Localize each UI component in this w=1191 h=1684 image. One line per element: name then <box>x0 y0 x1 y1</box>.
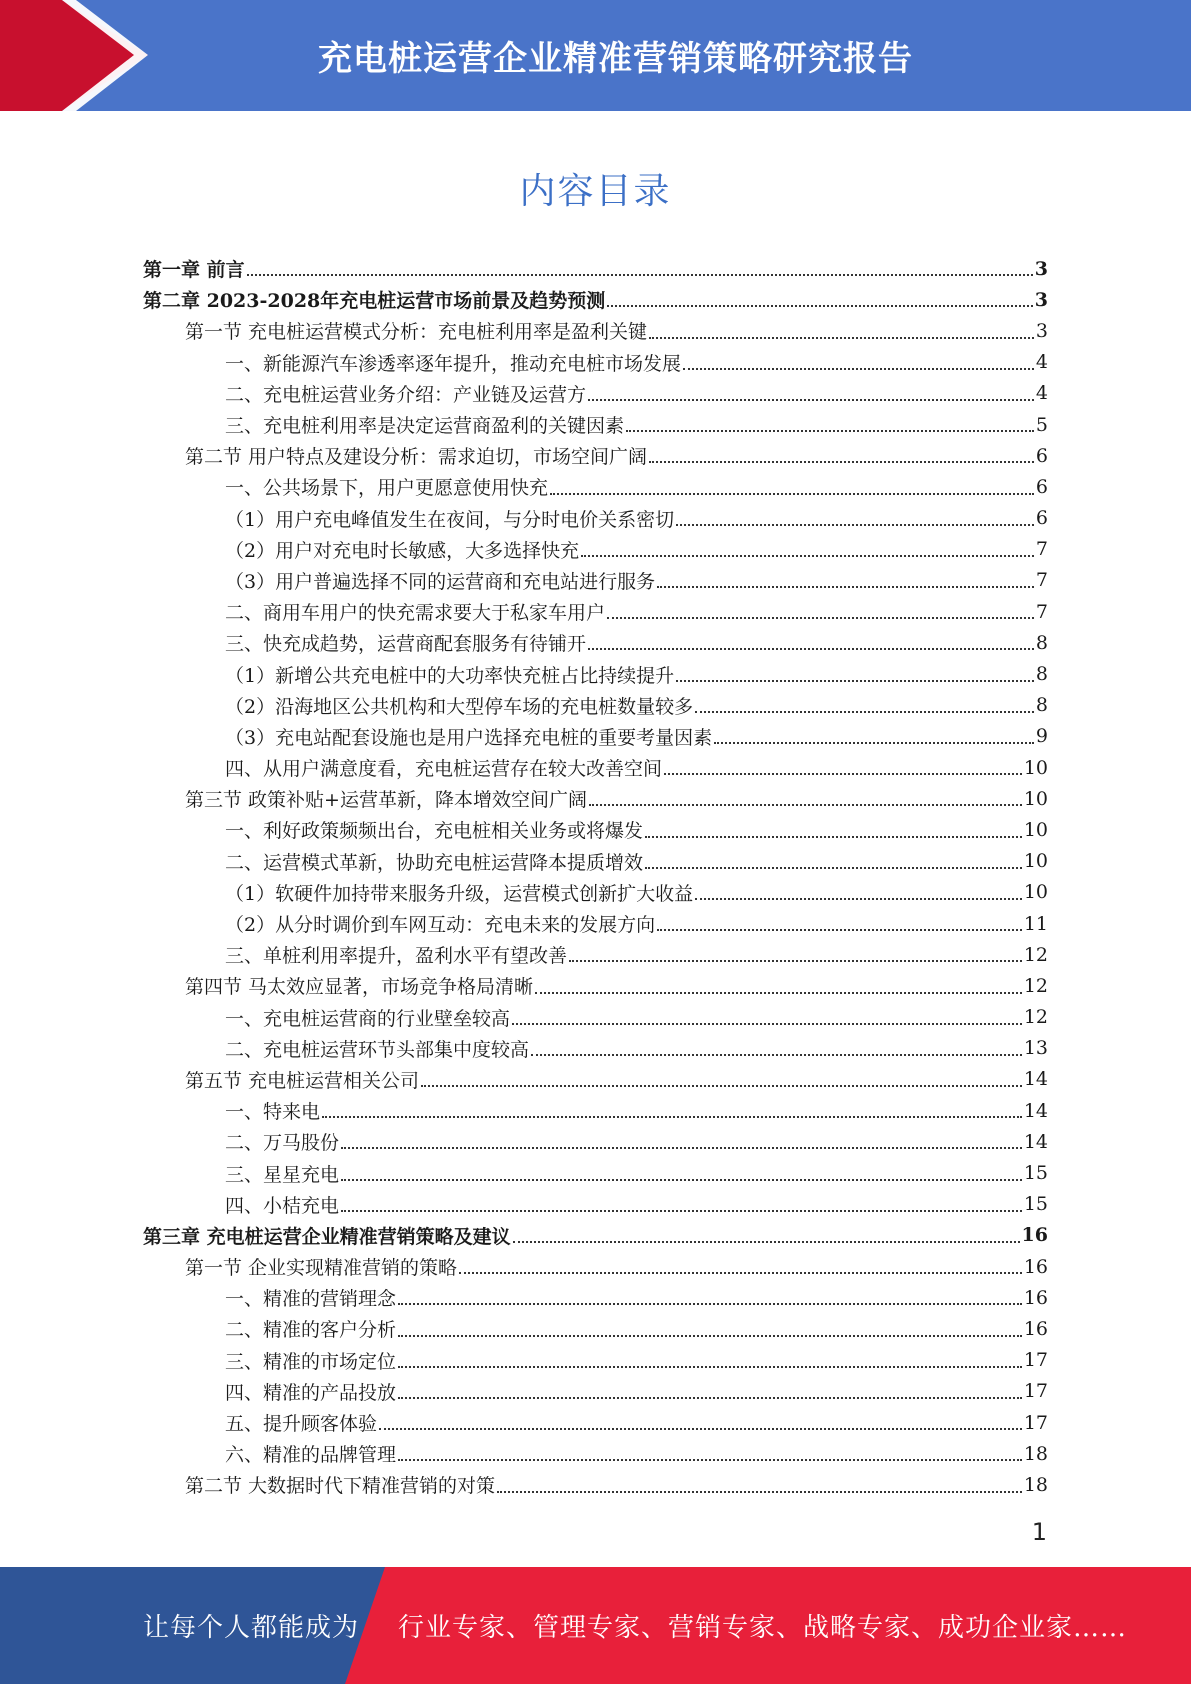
toc-leader-dots <box>341 1178 1022 1181</box>
toc-entry-label: 第一章 前言 <box>143 259 245 282</box>
toc-entry-label: 二、商用车用户的快充需求要大于私家车用户 <box>225 602 606 625</box>
toc-leader-dots <box>664 772 1022 775</box>
toc-entry[interactable] <box>143 1095 1048 1126</box>
toc-leader-dots <box>649 336 1034 339</box>
toc-entry[interactable] <box>143 596 1048 627</box>
toc-entry[interactable] <box>143 1220 1048 1251</box>
toc-entry-page: 17 <box>1023 1411 1048 1434</box>
toc-entry-label: 四、小桔充电 <box>225 1194 340 1217</box>
toc-entry-page: 10 <box>1023 756 1048 779</box>
toc-entry-label: 一、精准的营销理念 <box>225 1288 397 1311</box>
toc-leader-dots <box>649 460 1034 463</box>
toc-entry[interactable] <box>143 503 1048 534</box>
toc-entry-page: 14 <box>1023 1068 1048 1091</box>
toc-heading: 内容目录 <box>519 171 672 212</box>
toc-leader-dots <box>379 1427 1022 1430</box>
toc-leader-dots <box>459 1271 1022 1274</box>
toc-entry-page: 10 <box>1023 818 1048 841</box>
toc-entry[interactable] <box>143 877 1048 908</box>
toc-entry-page: 7 <box>1035 569 1048 592</box>
toc-entry[interactable] <box>143 1313 1048 1344</box>
toc-entry-page: 14 <box>1023 1130 1048 1153</box>
toc-entry-label: 第一节 企业实现精准营销的策略 <box>185 1257 458 1280</box>
toc-entry-page: 16 <box>1023 1255 1048 1278</box>
toc-entry-label: 六、精准的品牌管理 <box>225 1444 397 1467</box>
toc-entry-page: 8 <box>1035 663 1048 686</box>
toc-entry-page: 3 <box>1034 257 1048 280</box>
toc-entry[interactable] <box>143 658 1048 689</box>
toc-entry-page: 7 <box>1035 600 1048 623</box>
toc-entry-label: （1）软硬件加持带来服务升级，运营模式创新扩大收益 <box>225 882 694 905</box>
toc-leader-dots <box>398 1396 1022 1399</box>
toc-entry-page: 17 <box>1023 1380 1048 1403</box>
toc-entry-page: 15 <box>1023 1162 1048 1185</box>
toc-entry[interactable] <box>143 690 1048 721</box>
toc-entry-page: 16 <box>1023 1317 1048 1340</box>
toc-leader-dots <box>683 367 1034 370</box>
toc-entry-page: 9 <box>1035 725 1048 748</box>
toc-leader-dots <box>607 616 1034 619</box>
toc-entry-page: 6 <box>1035 444 1048 467</box>
toc-entry[interactable] <box>143 378 1048 409</box>
toc-entry[interactable] <box>143 471 1048 502</box>
toc-entry[interactable] <box>143 347 1048 378</box>
toc-entry-page: 12 <box>1023 974 1048 997</box>
toc-entry[interactable] <box>143 315 1048 346</box>
toc-leader-dots <box>497 1490 1022 1493</box>
toc-leader-dots <box>513 1240 1020 1243</box>
table-of-contents <box>143 253 1048 1501</box>
toc-entry[interactable] <box>143 1438 1048 1469</box>
toc-leader-dots <box>341 1146 1022 1149</box>
toc-entry-label: 第三节 政策补贴+运营革新，降本增效空间广阔 <box>185 789 587 812</box>
toc-entry-label: 三、精准的市场定位 <box>225 1350 397 1373</box>
toc-entry[interactable] <box>143 1064 1048 1095</box>
toc-entry-page: 15 <box>1023 1193 1048 1216</box>
toc-leader-dots <box>398 1302 1022 1305</box>
toc-entry-label: （3）充电站配套设施也是用户选择充电桩的重要考量因素 <box>225 726 713 749</box>
toc-entry-label: 四、精准的产品投放 <box>225 1381 397 1404</box>
toc-entry-label: 第三章 充电桩运营企业精准营销策略及建议 <box>143 1225 511 1248</box>
toc-entry-page: 10 <box>1023 787 1048 810</box>
toc-entry-page: 4 <box>1035 382 1048 405</box>
toc-entry-page: 5 <box>1035 413 1048 436</box>
toc-entry-label: （3）用户普遍选择不同的运营商和充电站进行服务 <box>225 570 656 593</box>
toc-entry[interactable] <box>143 814 1048 845</box>
toc-entry-page: 18 <box>1023 1473 1048 1496</box>
toc-entry-label: （1）用户充电峰值发生在夜间，与分时电价关系密切 <box>225 508 675 531</box>
toc-leader-dots <box>247 273 1033 276</box>
toc-entry[interactable] <box>143 1376 1048 1407</box>
toc-leader-dots <box>657 585 1034 588</box>
footer-slogan-left: 让每个人都能成为 <box>143 1613 360 1643</box>
toc-entry[interactable] <box>143 752 1048 783</box>
toc-leader-dots <box>512 1022 1022 1025</box>
toc-entry[interactable] <box>143 908 1048 939</box>
toc-entry-label: 第四节 马太效应显著，市场竞争格局清晰 <box>185 976 534 999</box>
toc-entry[interactable] <box>143 1002 1048 1033</box>
toc-entry-label: 二、充电桩运营业务介绍：产业链及运营方 <box>225 383 587 406</box>
toc-entry[interactable] <box>143 1251 1048 1282</box>
toc-entry[interactable] <box>143 1126 1048 1157</box>
toc-leader-dots <box>588 398 1034 401</box>
toc-entry[interactable] <box>143 970 1048 1001</box>
toc-entry[interactable] <box>143 534 1048 565</box>
toc-leader-dots <box>341 1209 1022 1212</box>
footer-banner <box>0 1567 1191 1684</box>
toc-leader-dots <box>676 679 1034 682</box>
toc-entry-label: 四、从用户满意度看，充电桩运营存在较大改善空间 <box>225 758 663 781</box>
toc-entry-page: 8 <box>1035 631 1048 654</box>
toc-leader-dots <box>535 991 1022 994</box>
toc-entry-page: 7 <box>1035 538 1048 561</box>
toc-entry[interactable] <box>143 939 1048 970</box>
toc-entry-page: 11 <box>1023 912 1048 935</box>
toc-entry-label: 二、充电桩运营环节头部集中度较高 <box>225 1038 530 1061</box>
toc-entry-page: 14 <box>1023 1099 1048 1122</box>
toc-leader-dots <box>676 523 1034 526</box>
toc-entry[interactable] <box>143 1033 1048 1064</box>
toc-entry-page: 12 <box>1023 943 1048 966</box>
toc-entry-label: 二、万马股份 <box>225 1132 340 1155</box>
toc-leader-dots <box>588 647 1034 650</box>
toc-entry-label: 第二节 用户特点及建设分析：需求迫切，市场空间广阔 <box>185 446 648 469</box>
report-title: 充电桩运营企业精准营销策略研究报告 <box>318 39 913 79</box>
toc-entry-label: 一、新能源汽车渗透率逐年提升，推动充电桩市场发展 <box>225 352 682 375</box>
toc-leader-dots <box>695 897 1022 900</box>
toc-entry-label: 三、充电桩利用率是决定运营商盈利的关键因素 <box>225 415 625 438</box>
toc-entry[interactable] <box>143 1469 1048 1500</box>
toc-entry[interactable] <box>143 284 1048 315</box>
toc-entry-label: 一、充电桩运营商的行业壁垒较高 <box>225 1007 511 1030</box>
toc-entry-page: 17 <box>1023 1349 1048 1372</box>
toc-entry-label: 一、利好政策频频出台，充电桩相关业务或将爆发 <box>225 820 644 843</box>
toc-leader-dots <box>581 554 1034 557</box>
toc-entry-page: 6 <box>1035 475 1048 498</box>
toc-entry-label: （1）新增公共充电桩中的大功率快充桩占比持续提升 <box>225 664 675 687</box>
toc-leader-dots <box>531 1053 1022 1056</box>
toc-entry[interactable] <box>143 783 1048 814</box>
toc-entry-label: 三、星星充电 <box>225 1163 340 1186</box>
toc-leader-dots <box>322 1115 1022 1118</box>
toc-leader-dots <box>398 1334 1022 1337</box>
toc-entry-label: （2）用户对充电时长敏感，大多选择快充 <box>225 539 580 562</box>
toc-leader-dots <box>714 741 1034 744</box>
red-arrow-decoration <box>0 0 150 111</box>
toc-entry-page: 13 <box>1023 1037 1048 1060</box>
toc-entry-page: 6 <box>1035 507 1048 530</box>
toc-leader-dots <box>398 1365 1022 1368</box>
toc-entry-page: 18 <box>1023 1442 1048 1465</box>
toc-leader-dots <box>657 928 1022 931</box>
toc-entry[interactable] <box>143 253 1048 284</box>
toc-entry[interactable] <box>143 1157 1048 1188</box>
toc-entry-label: 第二节 大数据时代下精准营销的对策 <box>185 1475 496 1498</box>
toc-leader-dots <box>421 1084 1022 1087</box>
toc-leader-dots <box>645 835 1022 838</box>
toc-entry[interactable] <box>143 627 1048 658</box>
toc-entry[interactable] <box>143 440 1048 471</box>
toc-entry-label: 三、单桩利用率提升，盈利水平有望改善 <box>225 945 568 968</box>
toc-entry[interactable] <box>143 1189 1048 1220</box>
toc-entry-page: 4 <box>1035 351 1048 374</box>
toc-entry-label: 三、快充成趋势，运营商配套服务有待铺开 <box>225 633 587 656</box>
toc-entry[interactable] <box>143 409 1048 440</box>
header-banner <box>0 0 1191 111</box>
toc-entry-page: 3 <box>1034 288 1048 311</box>
toc-entry-label: 一、公共场景下，用户更愿意使用快充 <box>225 477 549 500</box>
toc-leader-dots <box>550 492 1034 495</box>
toc-entry-label: （2）从分时调价到车网互动：充电未来的发展方向 <box>225 914 656 937</box>
toc-leader-dots <box>645 866 1022 869</box>
toc-entry[interactable] <box>143 721 1048 752</box>
toc-entry-label: 二、运营模式革新，协助充电桩运营降本提质增效 <box>225 851 644 874</box>
toc-leader-dots <box>589 803 1022 806</box>
toc-entry-label: 第二章 2023-2028年充电桩运营市场前景及趋势预测 <box>143 290 606 313</box>
toc-entry-page: 12 <box>1023 1006 1048 1029</box>
toc-entry-label: （2）沿海地区公共机构和大型停车场的充电桩数量较多 <box>225 695 694 718</box>
toc-entry-page: 8 <box>1035 694 1048 717</box>
toc-entry-label: 五、提升顾客体验 <box>225 1413 378 1436</box>
toc-entry[interactable] <box>143 846 1048 877</box>
toc-leader-dots <box>626 429 1034 432</box>
toc-entry-page: 16 <box>1023 1286 1048 1309</box>
page-number: 1 <box>1031 1518 1047 1546</box>
footer-slogan-right: 行业专家、管理专家、营销专家、战略专家、成功企业家…… <box>398 1613 1128 1643</box>
toc-entry-page: 10 <box>1023 881 1048 904</box>
toc-leader-dots <box>569 959 1022 962</box>
toc-leader-dots <box>398 1458 1022 1461</box>
toc-entry-page: 16 <box>1021 1224 1048 1247</box>
toc-entry[interactable] <box>143 1407 1048 1438</box>
toc-entry[interactable] <box>143 1282 1048 1313</box>
toc-entry[interactable] <box>143 1345 1048 1376</box>
toc-entry-label: 一、特来电 <box>225 1101 321 1124</box>
toc-entry-label: 二、精准的客户分析 <box>225 1319 397 1342</box>
toc-leader-dots <box>607 304 1033 307</box>
toc-entry-label: 第一节 充电桩运营模式分析：充电桩利用率是盈利关键 <box>185 321 648 344</box>
toc-entry-page: 3 <box>1035 319 1048 342</box>
toc-entry[interactable] <box>143 565 1048 596</box>
toc-leader-dots <box>695 710 1034 713</box>
toc-entry-page: 10 <box>1023 850 1048 873</box>
toc-entry-label: 第五节 充电桩运营相关公司 <box>185 1069 420 1092</box>
